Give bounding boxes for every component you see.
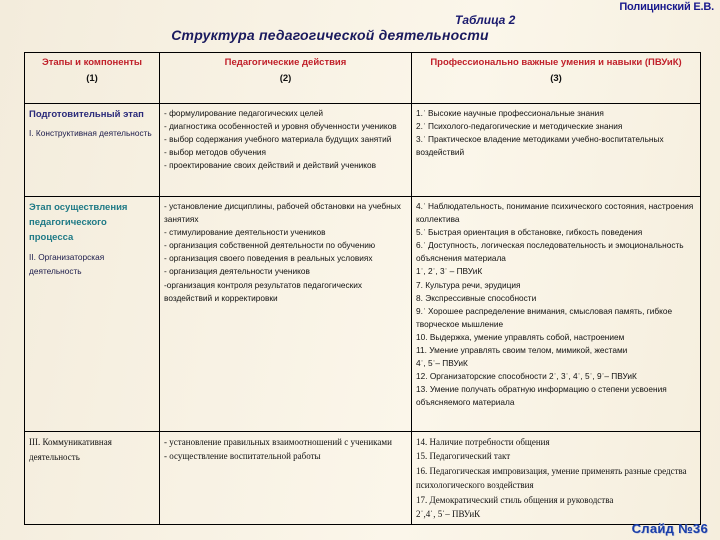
row1-actions-cell xyxy=(160,104,412,197)
table-row xyxy=(25,197,701,432)
table-row xyxy=(25,104,701,197)
row3-skills-cell xyxy=(412,432,701,525)
row3-actions-cell xyxy=(160,432,412,525)
row2-stage-title-line1: Этап осуществления xyxy=(29,202,128,213)
list-item: 10. Выдержка, умение управлять собой, настроением xyxy=(416,331,625,342)
column-header-actions-number: (2) xyxy=(279,72,292,84)
list-item: 2ˈ,4ˈ, 5ˈ– ПВУиК xyxy=(416,508,481,519)
list-item: -организация контроля результатов педагогических воздействий и корректировки xyxy=(164,279,363,303)
row2-stage-cell xyxy=(25,197,160,432)
list-item: - установление дисциплины, рабочей обстановки на учебных занятиях xyxy=(164,201,401,225)
list-item: 12. Организаторские способности 2ˈ, 3ˈ, 4ˈ, 5ˈ, 9ˈ– ПВУиК xyxy=(416,371,637,382)
list-item: - организация деятельности учеников xyxy=(164,266,310,277)
row1-skills-cell xyxy=(412,104,701,197)
list-item: 11. Умение управлять своим телом, мимикой, жестами xyxy=(416,345,628,356)
list-item: 17. Демократический стиль общения и руководства xyxy=(416,494,614,505)
list-item: 9.ˈ Хорошее распределение внимания, смысловая память, гибкое творческое мышление xyxy=(416,305,673,329)
list-item: 7. Культура речи, эрудиция xyxy=(416,279,521,290)
row2-component: II. Организаторская деятельность xyxy=(29,251,105,276)
row2-stage-title-line3: процесса xyxy=(29,232,74,244)
list-item: - формулирование педагогических целей xyxy=(164,108,324,118)
list-item: 5.ˈ Быстрая ориентация в обстановке, гибкость поведения xyxy=(416,227,643,238)
row1-stage-title: Подготовительный этап xyxy=(29,109,144,120)
list-item: 13. Умение получать обратную информацию о степени усвоения объясняемого материала xyxy=(416,384,667,408)
list-item: 16. Педагогическая импровизация, умение применять разные средства психологического воздействия xyxy=(416,465,687,491)
structure-table xyxy=(24,52,701,525)
slide-number: Слайд №36 xyxy=(631,521,708,536)
list-item: 8. Экспрессивные способности xyxy=(416,292,537,303)
list-item: - установление правильных взаимоотношений с учениками xyxy=(164,437,392,447)
column-header-skills-label-line1: Профессионально важные xyxy=(430,57,559,68)
list-item: - осуществление воспитательной работы xyxy=(164,451,321,462)
table-row xyxy=(25,432,701,525)
list-item: 1.ˈ Высокие научные профессиональные знания xyxy=(416,108,604,118)
column-header-skills xyxy=(412,53,701,104)
list-item: - стимулирование деятельности учеников xyxy=(164,227,326,238)
table-header-row xyxy=(25,53,701,104)
row3-component: III. Коммуникативная деятельность xyxy=(29,437,112,463)
list-item: 14. Наличие потребности общения xyxy=(416,437,550,447)
table-number-label: Таблица 2 xyxy=(455,13,516,27)
list-item: 1ˈ, 2ˈ, 3ˈ – ПВУиК xyxy=(416,266,483,277)
row2-actions-cell xyxy=(160,197,412,432)
column-header-skills-number: (3) xyxy=(550,72,562,84)
column-header-skills-label-line2: умения и навыки (ПВУиК) xyxy=(560,57,682,68)
row2-stage-title-line2: педагогического xyxy=(29,217,107,229)
list-item: - выбор содержания учебного материала будущих занятий xyxy=(164,134,392,145)
row1-component: I. Конструктивная деятельность xyxy=(29,128,152,138)
list-item: 4.ˈ Наблюдательность, понимание психического состояния, настроения коллектива xyxy=(416,201,694,225)
list-item: - проектирование своих действий и действий учеников xyxy=(164,160,377,171)
page-title: Структура педагогической деятельности xyxy=(171,27,489,43)
row3-stage-cell xyxy=(25,432,160,525)
list-item: 6.ˈ Доступность, логическая последовательность и эмоциональность объяснения материала xyxy=(416,240,684,264)
row2-skills-cell xyxy=(412,197,701,432)
list-item: 15. Педагогический такт xyxy=(416,451,511,462)
list-item: 4ˈ, 5ˈ– ПВУиК xyxy=(416,358,468,369)
list-item: - выбор методов обучения xyxy=(164,147,267,158)
row1-stage-cell xyxy=(25,104,160,197)
column-header-stages xyxy=(25,53,160,104)
list-item: 3.ˈ Практическое владение методиками учебно-воспитательных воздействий xyxy=(416,134,664,158)
column-header-stages-number: (1) xyxy=(86,72,98,84)
author-name: Полицинский Е.В. xyxy=(619,1,714,13)
column-header-actions xyxy=(160,53,412,104)
column-header-actions-label: Педагогические действия xyxy=(224,57,347,68)
list-item: 2.ˈ Психолого-педагогические и методические знания xyxy=(416,121,623,132)
list-item: - диагностика особенностей и уровня обученности учеников xyxy=(164,121,397,132)
list-item: - организация собственной деятельности по обучению xyxy=(164,240,376,251)
column-header-stages-label: Этапы и компоненты xyxy=(41,57,143,68)
list-item: - организация своего поведения в реальных условиях xyxy=(164,253,373,264)
